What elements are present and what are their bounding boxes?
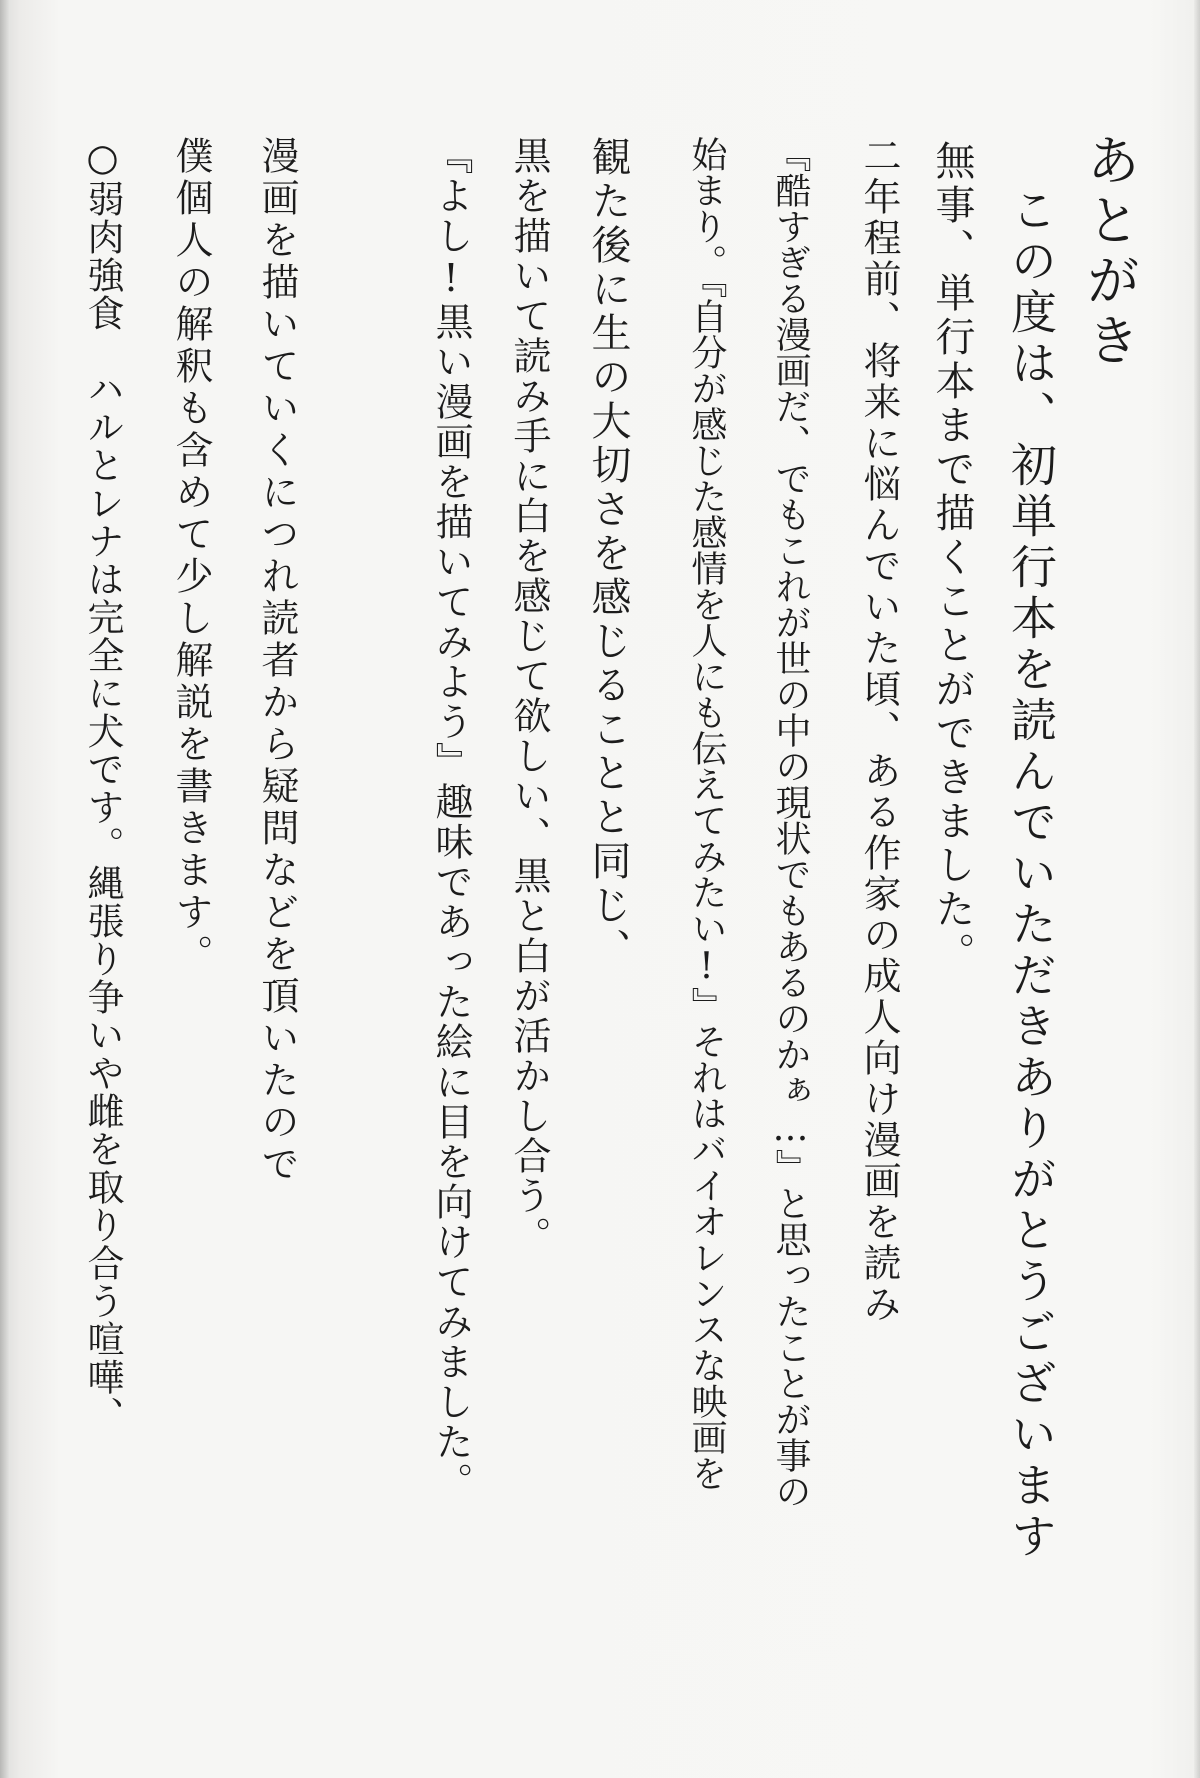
afterword-line-2: 無事、単行本まで描くことができました。 (929, 140, 975, 976)
page-binding-shadow (0, 0, 10, 1778)
afterword-line-8: 『よし!黒い漫画を描いてみよう』趣味であった絵に目を向けてみました。 (429, 136, 473, 1502)
afterword-line-11: ○弱肉強食 ハルとレナは完全に犬です。縄張り争いや雌を取り合う喧嘩、 (81, 136, 124, 1434)
afterword-line-1: この度は、初単行本を読んでいただきありがとうございます (1004, 186, 1058, 1563)
page-edge (1194, 0, 1200, 1778)
afterword-line-7: 黒を描いて読み手に白を感じて欲しい、黒と白が活かし合う。 (507, 136, 551, 1256)
afterword-line-10: 僕個人の解釈も含めて少し解説を書きます。 (169, 136, 213, 976)
afterword-line-3: 二年程前、将来に悩んでいた頃、ある作家の成人向け漫画を読み (857, 136, 901, 1325)
afterword-line-4: 『酷すぎる漫画だ、でもこれが世の中の現状でもあるのかぁ…』と思ったことが事の (770, 136, 811, 1509)
afterword-title: あとがき (1078, 132, 1141, 372)
afterword-line-5: 始まり。『自分が感じた感情を人にも伝えてみたい!』それはバイオレンスな映画を (686, 136, 727, 1491)
afterword-line-9: 漫画を描いていくにつれ読者から疑問などを頂いたので (255, 136, 299, 1186)
afterword-line-6: 観た後に生の大切さを感じることと同じ、 (585, 136, 631, 972)
